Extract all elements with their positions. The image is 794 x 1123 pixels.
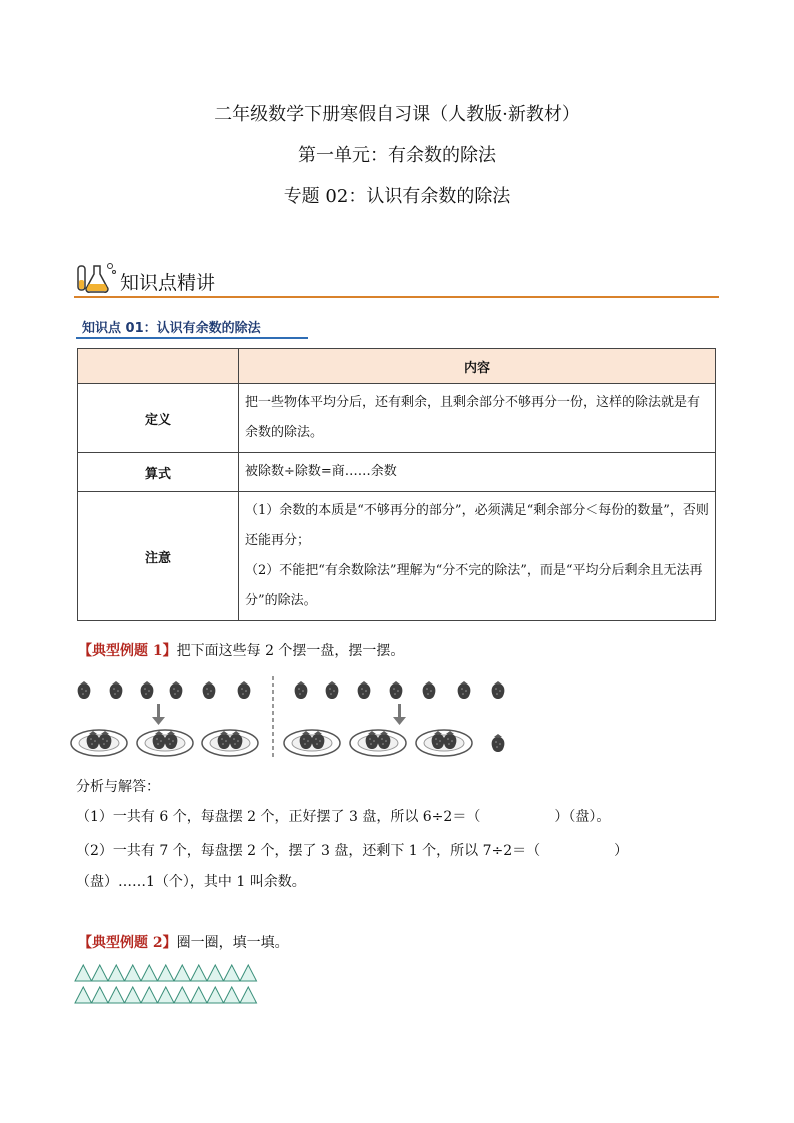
triangle-icon	[224, 987, 241, 1003]
strawberry-icon	[203, 681, 216, 699]
row-label-formula: 算式	[78, 453, 239, 492]
row-label-definition: 定义	[78, 384, 239, 453]
triangle-icon	[240, 965, 257, 981]
example-2-tag: 【典型例题 2】	[78, 935, 177, 951]
strawberry-icon	[423, 681, 436, 699]
answer-line-2	[76, 840, 628, 860]
triangle-icon	[207, 987, 224, 1003]
example-2-question: 圈一圈，填一填。	[176, 935, 289, 951]
triangle-icon	[174, 965, 191, 981]
triangle-grid[interactable]	[74, 963, 264, 1013]
row-content-definition: 把一些物体平均分后，还有剩余，且剩余部分不够再分一份，这样的除法就是有余数的除法。	[239, 384, 716, 453]
unit-title: 第一单元：有余数的除法	[298, 145, 496, 166]
section-header	[74, 258, 719, 298]
note-line-1: （1）余数的本质是“不够再分的部分”，必须满足“剩余部分＜每份的数量”，否则还能再分；	[245, 503, 709, 548]
knowledge-table	[77, 348, 716, 621]
strawberry-icon	[110, 681, 123, 699]
triangle-icon	[224, 965, 241, 981]
triangle-icon	[191, 965, 208, 981]
triangle-icon	[125, 965, 142, 981]
strawberry-icon	[492, 681, 505, 699]
topic-title: 专题 02：认识有余数的除法	[283, 186, 511, 207]
answer-line-1-end: ）（盘）。	[554, 809, 611, 825]
section-label: 知识点精讲	[120, 272, 216, 294]
triangle-icon	[141, 987, 158, 1003]
table-row	[78, 492, 716, 621]
triangle-icon	[108, 965, 125, 981]
row-label-note: 注意	[78, 492, 239, 621]
table-header-row	[78, 349, 716, 384]
right-strawberry-row	[295, 681, 505, 699]
example-1-tag: 【典型例题 1】	[78, 643, 177, 659]
strawberry-icon	[492, 734, 505, 752]
triangle-icon	[141, 965, 158, 981]
answer-line-1-text: （1）一共有 6 个，每盘摆 2 个，正好摆了 3 盘，所以 6÷2＝（	[76, 809, 481, 825]
example-2-heading	[78, 932, 289, 952]
page-title: 二年级数学下册寒假自习课（人教版·新教材）	[214, 104, 580, 125]
triangle-icon	[108, 987, 125, 1003]
left-strawberry-row	[78, 681, 251, 699]
table-header-cell-label	[78, 349, 239, 384]
strawberry-icon	[295, 681, 308, 699]
down-arrow-icon	[393, 704, 406, 725]
right-plate-row	[284, 730, 504, 756]
triangle-icon	[174, 987, 191, 1003]
row-content-formula: 被除数÷除数=商……余数	[239, 453, 716, 492]
triangle-icon	[75, 965, 92, 981]
left-plate-row	[71, 730, 258, 756]
table-row	[78, 384, 716, 453]
triangle-icon	[125, 987, 142, 1003]
triangle-icon	[207, 965, 224, 981]
strawberry-icon	[78, 681, 91, 699]
strawberry-icon	[141, 681, 154, 699]
triangle-icon	[92, 965, 109, 981]
row-content-note	[239, 492, 716, 621]
strawberry-icon	[326, 681, 339, 699]
triangle-icon	[92, 987, 109, 1003]
triangle-icon	[158, 987, 175, 1003]
answer-line-1	[76, 806, 610, 826]
triangle-icon	[191, 987, 208, 1003]
answer-line-2-text: （2）一共有 7 个，每盘摆 2 个，摆了 3 盘，还剩下 1 个，所以 7÷2＝（	[76, 843, 541, 859]
strawberry-icon	[358, 681, 371, 699]
section-rule	[74, 296, 719, 298]
triangle-icon	[75, 987, 92, 1003]
knowledge-point-title: 知识点 01：认识有余数的除法	[82, 321, 261, 336]
strawberry-icon	[458, 681, 471, 699]
knowledge-point-underline	[76, 337, 308, 339]
strawberry-icon	[390, 681, 403, 699]
example-1-heading	[78, 640, 404, 660]
answer-line-2-end: ）	[614, 843, 629, 859]
note-line-2: （2）不能把“有余数除法”理解为“分不完的除法”，而是“平均分后剩余且无法再分”的除法。	[245, 563, 703, 608]
strawberry-figure	[70, 672, 520, 764]
table-header-cell-content: 内容	[239, 349, 716, 384]
triangle-icon	[158, 965, 175, 981]
answer-line-3: （盘）……1（个），其中 1 叫余数。	[76, 874, 306, 890]
down-arrow-icon	[152, 704, 165, 725]
table-row	[78, 453, 716, 492]
example-1-question: 把下面这些每 2 个摆一盘，摆一摆。	[176, 643, 405, 659]
strawberry-icon	[238, 681, 251, 699]
analysis-label: 分析与解答：	[76, 779, 160, 795]
strawberry-icon	[170, 681, 183, 699]
lab-flask-icon	[74, 260, 118, 296]
triangle-icon	[240, 987, 257, 1003]
